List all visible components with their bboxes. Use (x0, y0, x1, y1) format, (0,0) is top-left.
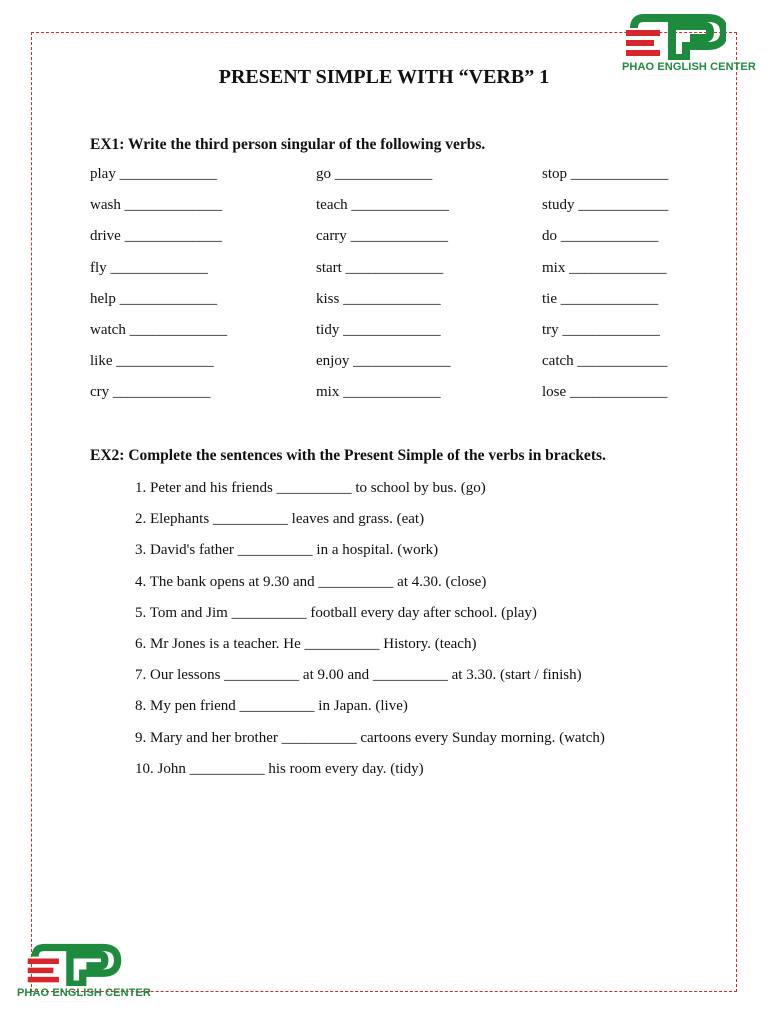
verb-item: enjoy _____________ (316, 353, 451, 370)
verb-item: fly _____________ (90, 259, 208, 276)
verb-item: do _____________ (542, 228, 659, 245)
ex2-heading: EX2: Complete the sentences with the Present Simple of the verbs in brackets. (90, 447, 606, 464)
verb-item: wash _____________ (90, 197, 223, 214)
brand-tagline: · · · · · · · · · · · · · · · · · · · (646, 73, 699, 78)
ex1-heading: EX1: Write the third person singular of the following verbs. (90, 136, 486, 153)
verb-item: go _____________ (316, 166, 433, 182)
sentence-item: 3. David's father __________ in a hospital. (work) (135, 542, 439, 559)
verb-item: tie _____________ (542, 290, 659, 307)
verb-item: carry _____________ (316, 228, 449, 245)
verb-item: drive _____________ (90, 228, 223, 245)
sentence-item: 10. John __________ his room every day. (tidy) (135, 760, 424, 777)
verb-item: lose _____________ (542, 384, 668, 401)
verb-item: mix _____________ (316, 384, 441, 401)
sentence-item: 7. Our lessons __________ at 9.00 and __________ at 3.30. (start / finish) (135, 667, 582, 684)
sentence-item: 6. Mr Jones is a teacher. He __________ History. (teach) (135, 635, 477, 652)
brand-name: PHAO ENGLISH CENTER (622, 61, 756, 73)
verb-item: stop _____________ (542, 166, 669, 182)
verb-item: catch ____________ (542, 353, 668, 370)
ex1-verb-grid (90, 166, 742, 416)
ep-logo-icon (616, 12, 726, 60)
ep-logo-icon (14, 942, 124, 986)
verb-item: study ____________ (542, 197, 669, 214)
verb-item: kiss _____________ (316, 290, 441, 307)
sentence-item: 4. The bank opens at 9.30 and __________ at 4.30. (close) (135, 573, 487, 590)
verb-item: cry _____________ (90, 384, 211, 401)
logo-bottom (14, 942, 154, 1004)
verb-item: help _____________ (90, 290, 218, 307)
verb-item: try _____________ (542, 321, 660, 338)
verb-item: play _____________ (90, 166, 218, 182)
ex2-sentence-list (135, 478, 725, 790)
verb-item: teach _____________ (316, 197, 449, 214)
verb-item: watch _____________ (90, 321, 228, 338)
sentence-item: 8. My pen friend __________ in Japan. (live) (135, 698, 408, 715)
sentence-item: 2. Elephants __________ leaves and grass. (eat) (135, 511, 425, 528)
sentence-item: 5. Tom and Jim __________ football every day after school. (play) (135, 604, 537, 621)
brand-tagline: · · · · · · · · · · · · · · · · · · · (38, 999, 91, 1004)
verb-item: tidy _____________ (316, 321, 441, 338)
sentence-item: 9. Mary and her brother __________ cartoons every Sunday morning. (watch) (135, 729, 605, 746)
page-title: PRESENT SIMPLE WITH “VERB” 1 (218, 66, 550, 88)
brand-name: PHAO ENGLISH CENTER (17, 987, 151, 999)
verb-item: like _____________ (90, 353, 214, 370)
verb-item: mix _____________ (542, 259, 667, 276)
sentence-item: 1. Peter and his friends __________ to school by bus. (go) (135, 480, 486, 496)
verb-item: start _____________ (316, 259, 444, 276)
